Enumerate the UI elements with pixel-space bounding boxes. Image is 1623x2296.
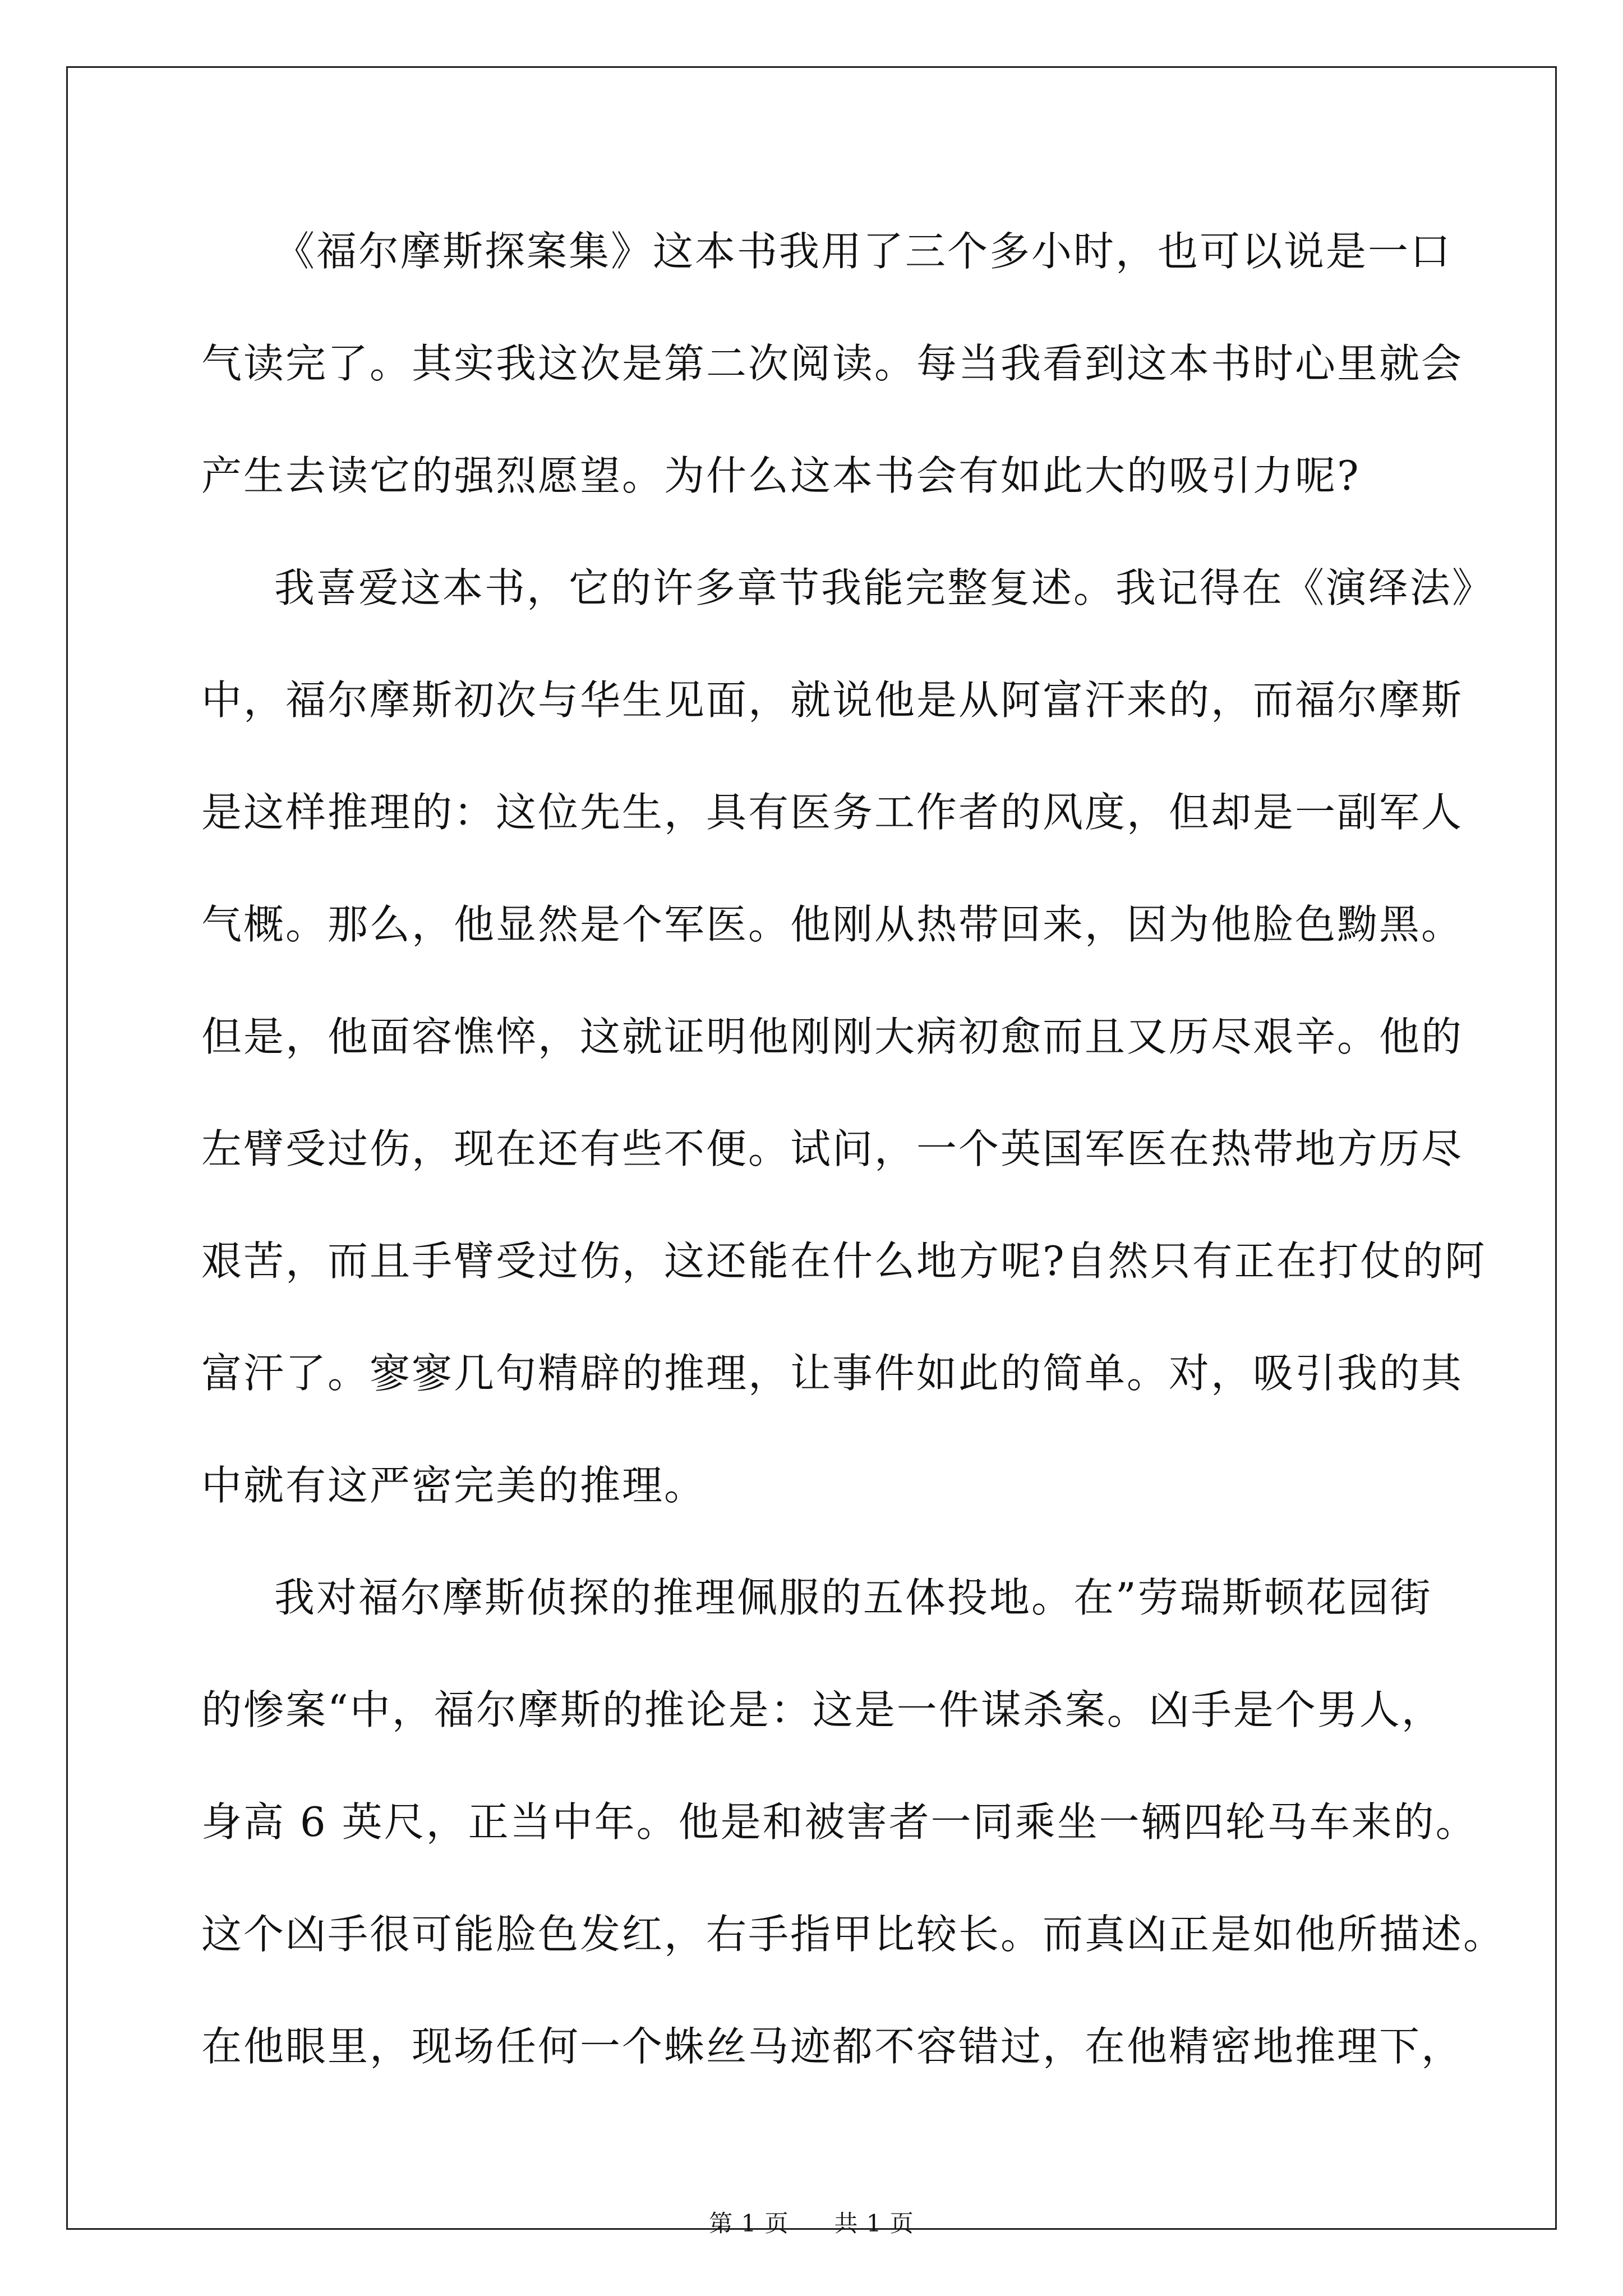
text-line-2: 气读完了。其实我这次是第二次阅读。每当我看到这本书时心里就会 xyxy=(201,340,1464,387)
text-line-12: 中就有这严密完美的推理。 xyxy=(201,1462,707,1509)
text-line-13: 我对福尔摩斯侦探的推理佩服的五体投地。在”劳瑞斯顿花园街 xyxy=(274,1574,1432,1621)
text-line-3: 产生去读它的强烈愿望。为什么这本书会有如此大的吸引力呢? xyxy=(201,452,1361,499)
text-line-15: 身高 6 英尺，正当中年。他是和被害者一同乘坐一辆四轮马车来的。 xyxy=(201,1798,1478,1846)
text-line-16: 这个凶手很可能脸色发红，右手指甲比较长。而真凶正是如他所描述。 xyxy=(201,1911,1506,1958)
text-line-5: 中，福尔摩斯初次与华生见面，就说他是从阿富汗来的，而福尔摩斯 xyxy=(201,677,1464,724)
text-line-14: 的惨案“中，福尔摩斯的推论是：这是一件谋杀案。凶手是个男人， xyxy=(201,1686,1444,1733)
text-line-17: 在他眼里，现场任何一个蛛丝马迹都不容错过，在他精密地推理下， xyxy=(201,2023,1464,2070)
page-footer xyxy=(68,2212,1555,2235)
text-line-7: 气概。那么，他显然是个军医。他刚从热带回来，因为他脸色黝黑。 xyxy=(201,901,1464,948)
text-line-4: 我喜爱这本书，它的许多章节我能完整复述。我记得在《演绎法》 xyxy=(274,564,1495,611)
page-number-current: 第 1 页 xyxy=(709,2210,789,2237)
page-number-total: 共 1 页 xyxy=(834,2210,914,2237)
text-line-10: 艰苦，而且手臂受过伤，这还能在什么地方呢?自然只有正在打仗的阿 xyxy=(201,1237,1487,1285)
text-line-1: 《福尔摩斯探案集》这本书我用了三个多小时，也可以说是一口 xyxy=(274,228,1453,275)
text-line-6: 是这样推理的：这位先生，具有医务工作者的风度，但却是一副军人 xyxy=(201,789,1464,836)
text-line-9: 左臂受过伤，现在还有些不便。试问，一个英国军医在热带地方历尽 xyxy=(201,1125,1464,1172)
text-line-8: 但是，他面容憔悴，这就证明他刚刚大病初愈而且又历尽艰辛。他的 xyxy=(201,1013,1464,1060)
text-line-11: 富汗了。寥寥几句精辟的推理，让事件如此的简单。对，吸引我的其 xyxy=(201,1350,1464,1397)
page-frame xyxy=(66,66,1557,2237)
